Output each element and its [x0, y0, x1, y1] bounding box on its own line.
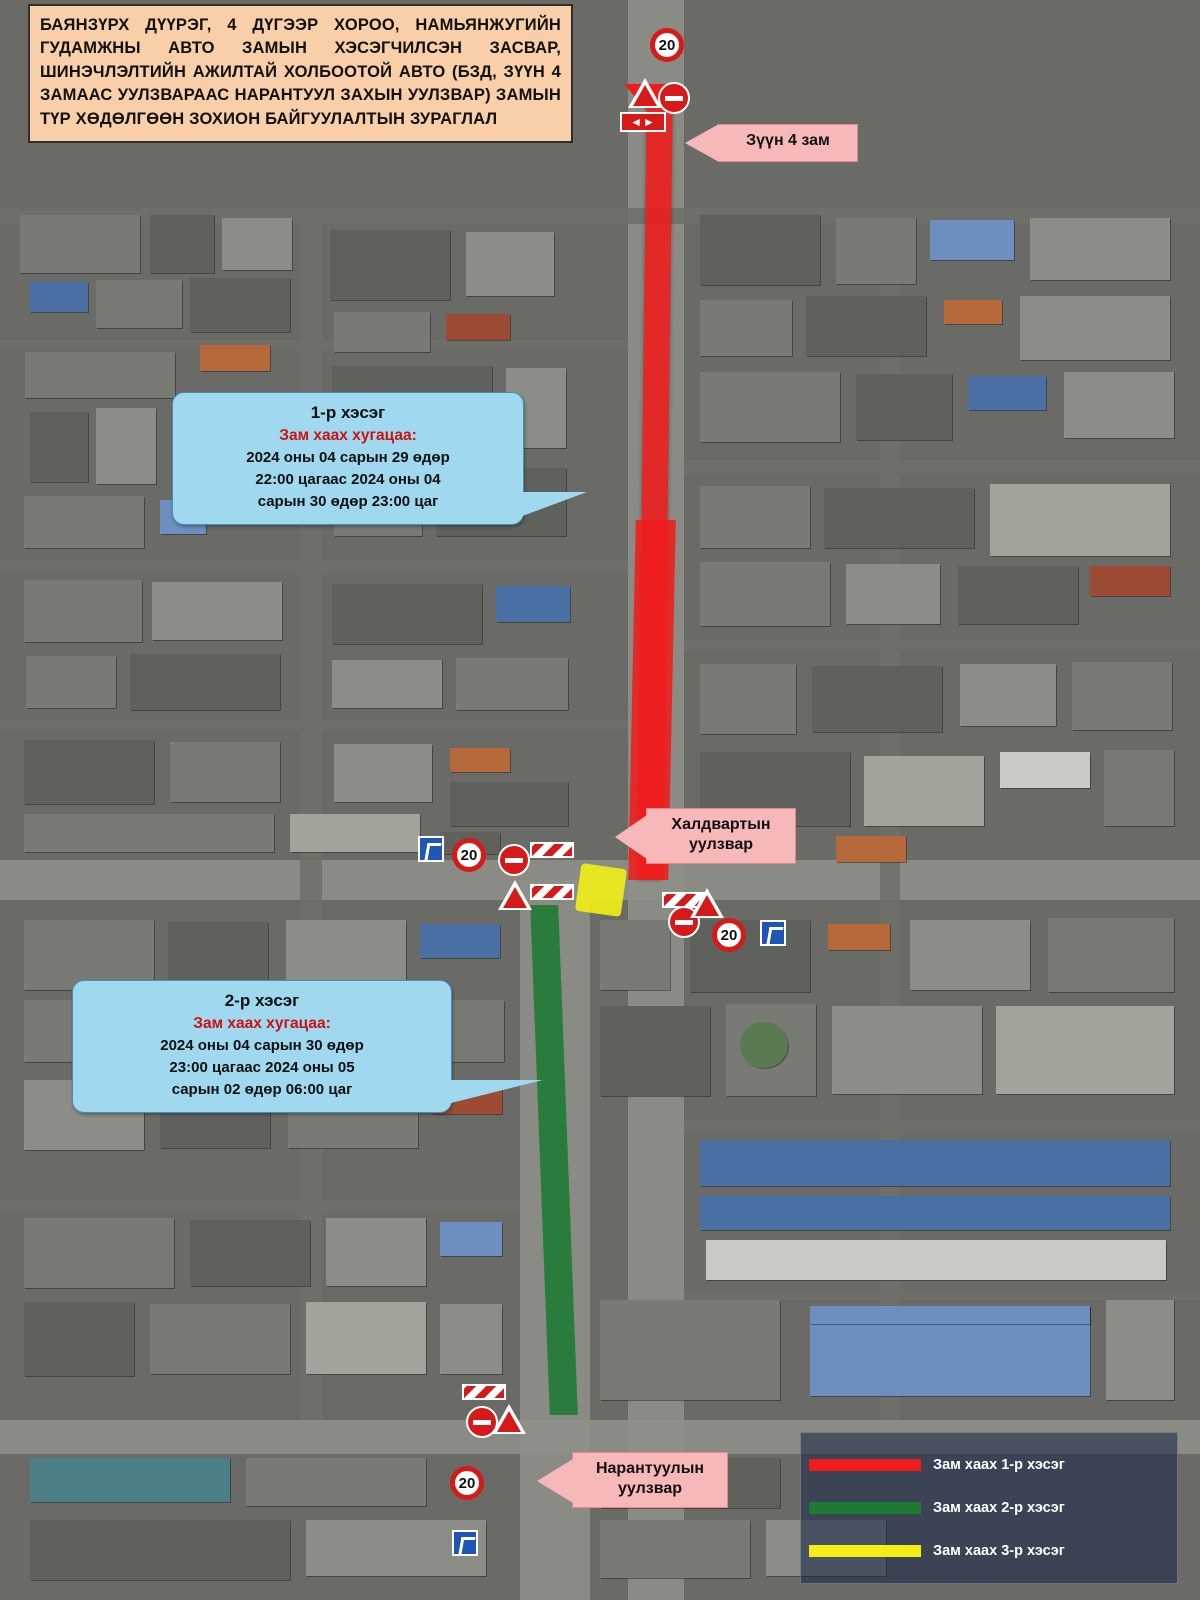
legend-swatch-yellow — [809, 1545, 921, 1557]
speed-limit-sign-icon — [650, 28, 684, 62]
speed-limit-value: 20 — [720, 926, 738, 944]
barrier-sign-icon — [462, 1384, 506, 1400]
legend-swatch-green — [809, 1502, 921, 1514]
callout-2-line-2: 23:00 цагаас 2024 оны 05 — [169, 1058, 355, 1076]
page-title: БАЯНЗҮРХ ДҮҮРЭГ, 4 ДҮГЭЭР ХОРОО, НАМЬЯНЖУГИЙН ГУДАМЖНЫ АВТО ЗАМЫН ХЭСЭГЧИЛСЭН ЗАСВАР, ШИНЭЧЛЭЛТИЙН АЖИЛТАЙ ХОЛБООТОЙ АВТО (БЗД, ЗҮҮН 4 ЗАМААС УУЛЗВАРААС НАРАНТУУЛ ЗАХЫН УУЛЗВАР) ЗАМЫН ТҮР ХӨДӨЛГӨӨН ЗОХИОН БАЙГУУЛАЛТЫН ЗУРАГЛАЛ — [28, 4, 573, 143]
label-khaldvartyn-line-1: Халдвартын — [671, 816, 771, 833]
road-minor-3 — [684, 1120, 1200, 1134]
callout-1-tail — [517, 492, 587, 518]
legend-label-3: Зам хаах 3-р хэсэг — [933, 1543, 1065, 1560]
legend-swatch-red — [809, 1459, 921, 1471]
callout-1-line-3: сарын 30 өдөр 23:00 цаг — [257, 492, 439, 510]
legend-item-1 — [809, 1457, 1169, 1473]
label-narantuul-line-2: уулзвар — [618, 1480, 682, 1497]
label-khaldvartyn-line-2: уулзвар — [689, 836, 753, 853]
label-narantuul-line-1: Нарантуулын — [595, 1460, 705, 1477]
speed-limit-sign-icon — [450, 1466, 484, 1500]
callout-2-line-3: сарын 02 өдөр 06:00 цаг — [171, 1080, 353, 1098]
callout-2-subtitle: Зам хаах хугацаа: — [193, 1015, 331, 1032]
road-minor-8 — [684, 1290, 1200, 1300]
callout-1-line-1: 2024 оны 04 сарын 29 өдөр — [246, 449, 450, 466]
callout-1-subtitle: Зам хаах хугацаа: — [279, 427, 417, 444]
warning-sign-icon — [492, 1404, 526, 1434]
callout-1-line-2: 22:00 цагаас 2024 оны 04 — [255, 470, 441, 488]
barrier-sign-icon — [530, 842, 574, 858]
speed-limit-value: 20 — [458, 1474, 476, 1492]
no-entry-sign-icon — [658, 82, 690, 114]
detour-sign-icon — [620, 112, 666, 132]
no-entry-sign-icon — [498, 844, 530, 876]
legend — [800, 1432, 1178, 1584]
speed-limit-value: 20 — [460, 846, 478, 864]
speed-limit-value: 20 — [658, 36, 676, 54]
arrow-pointer-icon — [615, 815, 647, 859]
road-minor-1 — [0, 560, 628, 574]
legend-label-1: Зам хаах 1-р хэсэг — [933, 1456, 1065, 1473]
callout-segment-1 — [172, 392, 524, 525]
callout-2-tail — [447, 1080, 543, 1104]
blue-direction-sign-icon — [452, 1530, 478, 1556]
warning-sign-icon — [628, 78, 662, 108]
label-zuun-4-zam — [718, 124, 858, 162]
route-segment-3-yellow — [575, 863, 627, 917]
blue-direction-sign-icon — [760, 920, 786, 946]
arrow-pointer-icon — [537, 1459, 573, 1503]
label-narantuulyn-uulzvar — [572, 1452, 728, 1508]
arrow-pointer-icon — [685, 124, 719, 162]
callout-2-title: 2-р хэсэг — [224, 991, 300, 1010]
road-minor-2 — [684, 460, 1200, 474]
legend-item-2 — [809, 1500, 1169, 1516]
speed-limit-sign-icon — [712, 918, 746, 952]
road-minor-5 — [0, 340, 628, 350]
legend-item-3 — [809, 1543, 1169, 1559]
label-zuun-4-zam-text: Зүүн 4 зам — [746, 132, 830, 149]
callout-segment-2 — [72, 980, 452, 1113]
detour-sign-label: ◄► — [620, 112, 666, 132]
road-minor-6 — [0, 720, 628, 730]
road-minor-7 — [684, 640, 1200, 650]
barrier-sign-icon — [530, 884, 574, 900]
callout-1-title: 1-р хэсэг — [310, 403, 386, 422]
road-minor-4 — [0, 1200, 520, 1214]
label-khaldvartyn-uulzvar — [646, 808, 796, 864]
warning-sign-icon — [690, 888, 724, 918]
callout-2-line-1: 2024 оны 04 сарын 30 өдөр — [160, 1037, 364, 1054]
warning-sign-icon — [498, 880, 532, 910]
speed-limit-sign-icon — [452, 838, 486, 872]
legend-label-2: Зам хаах 2-р хэсэг — [933, 1499, 1065, 1516]
blue-direction-sign-icon — [418, 836, 444, 862]
